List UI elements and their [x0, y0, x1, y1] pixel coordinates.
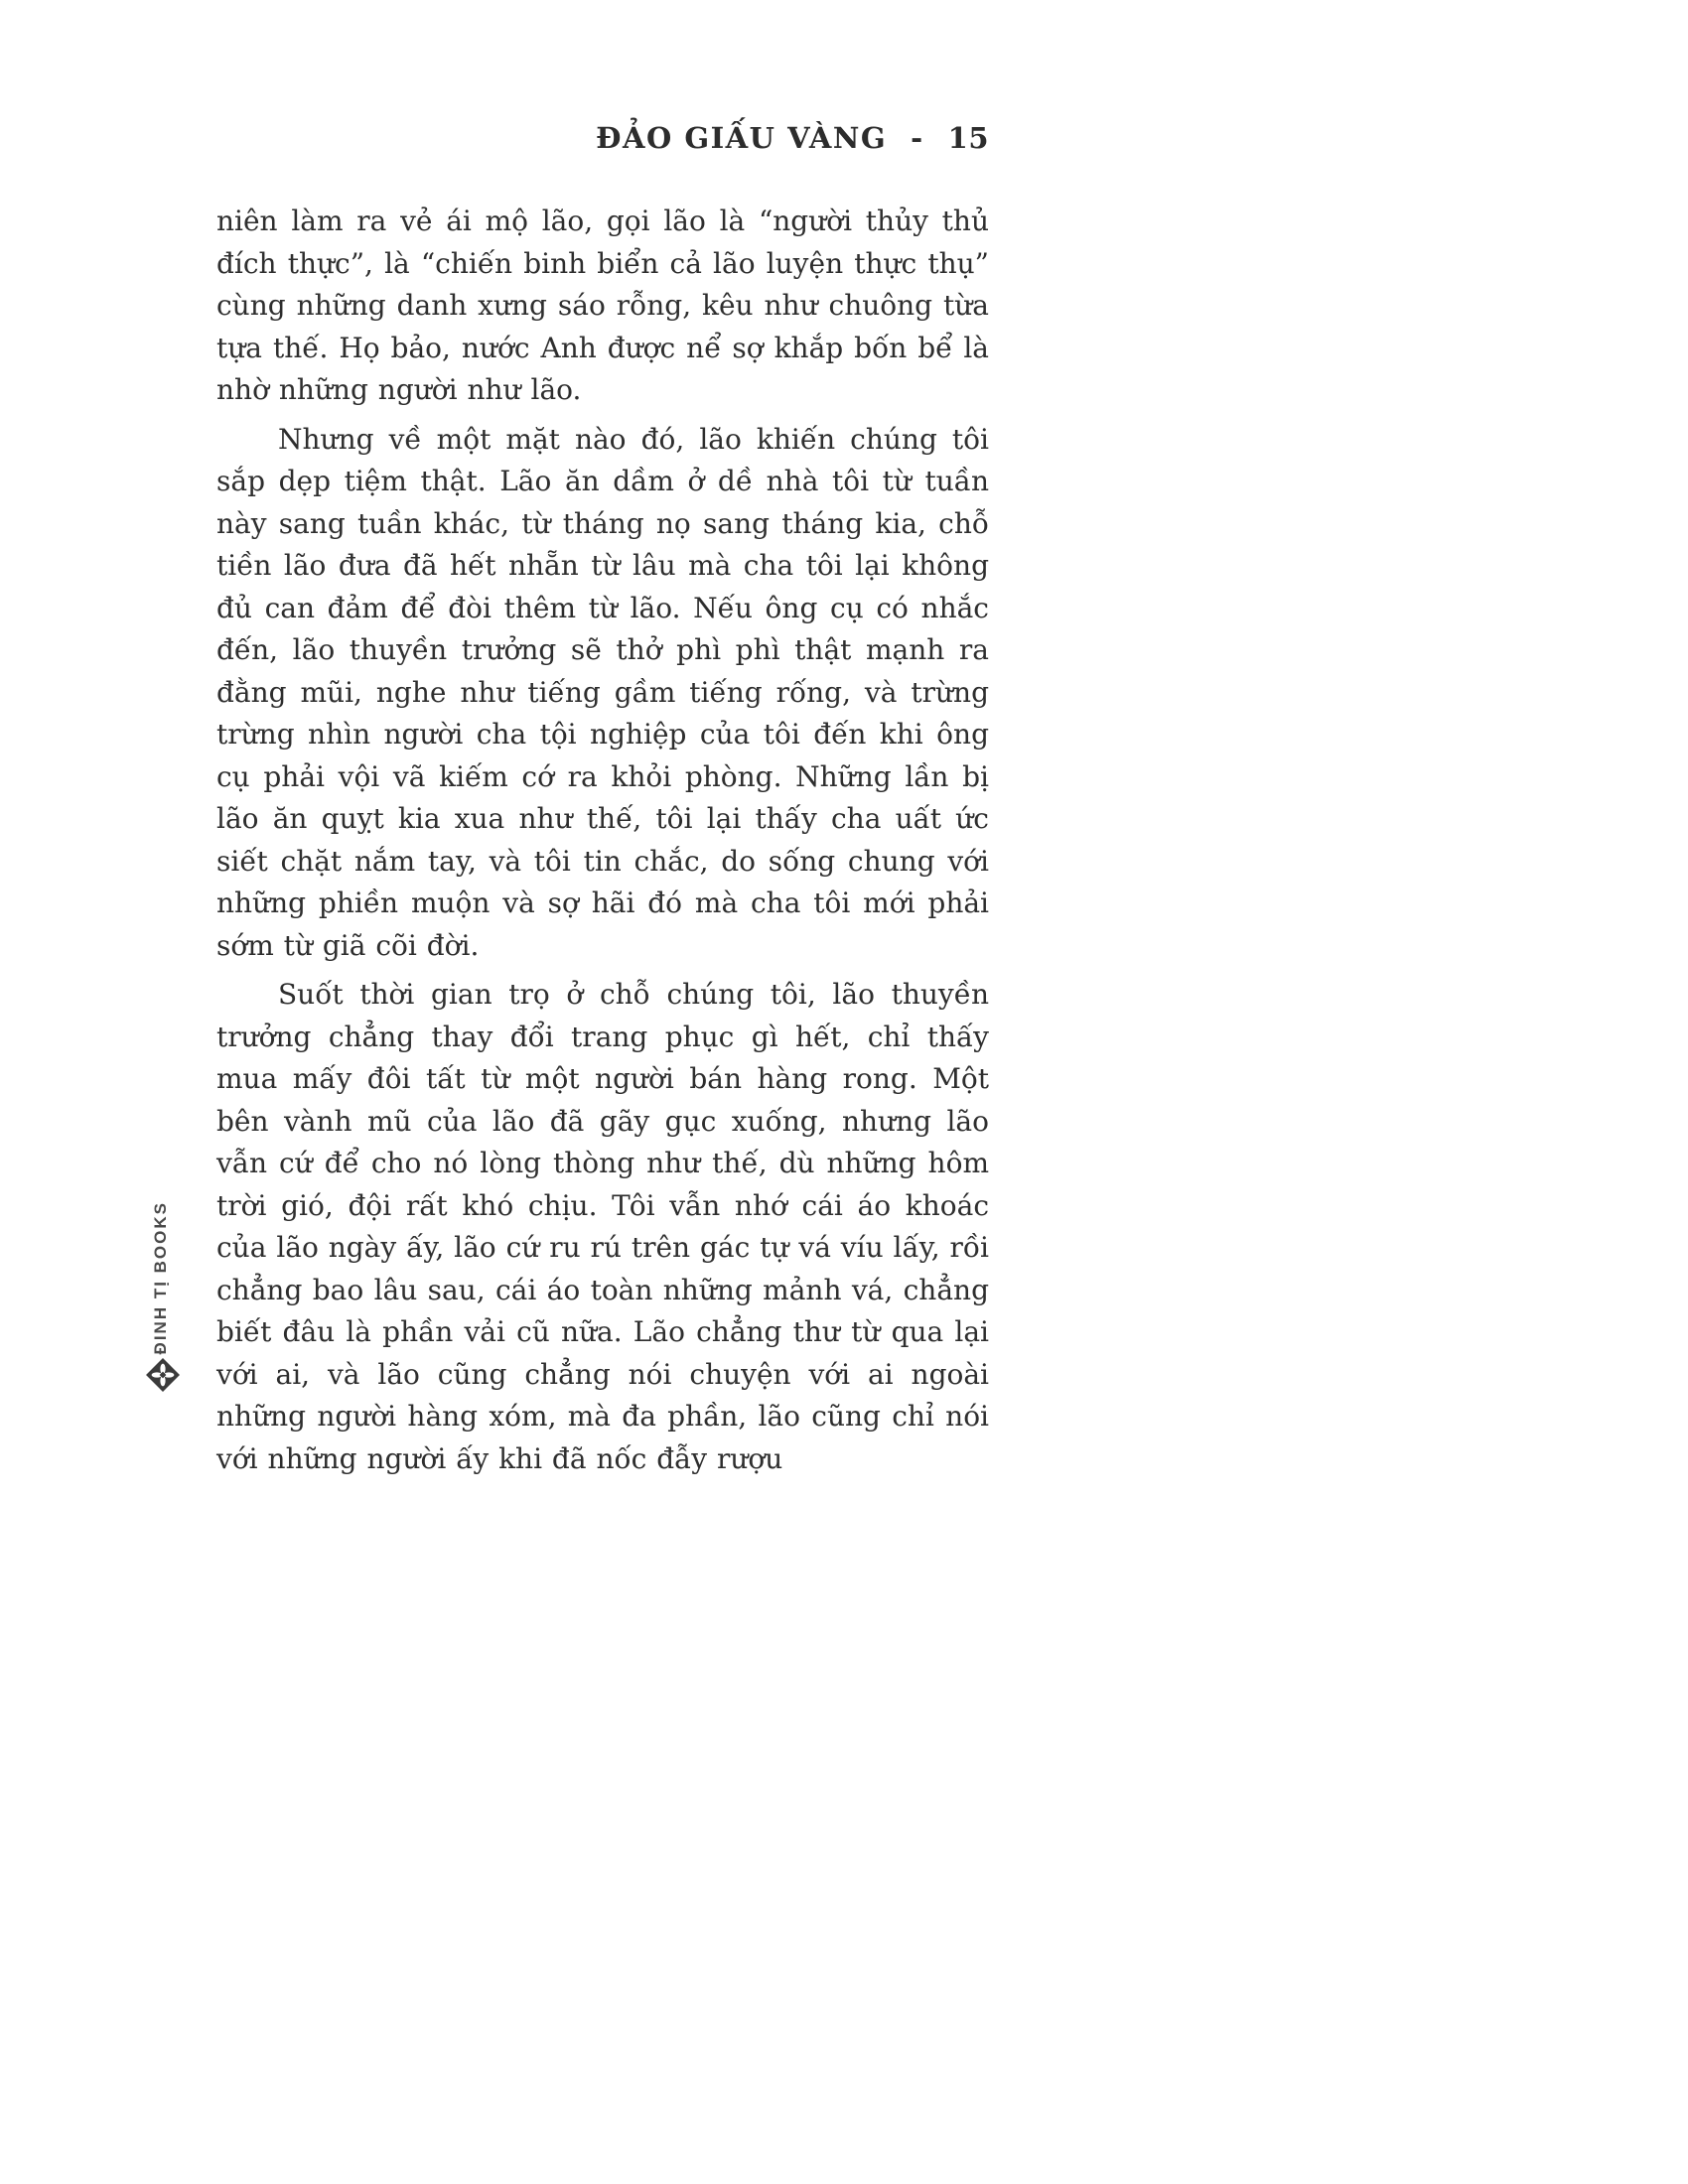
paragraph: niên làm ra vẻ ái mộ lão, gọi lão là “người thủy thủ đích thực”, là “chiến binh biển cả lão luyện thực thụ” cùng những danh xưng sáo rỗng, kêu như chuông từa tựa thế. Họ bảo, nước Anh được nể sợ khắp bốn bể là nhờ những người như lão.: [216, 205, 989, 406]
body-text: [216, 201, 989, 1480]
running-header: [216, 121, 989, 155]
paragraph: Nhưng về một mặt nào đó, lão khiến chúng tôi sắp dẹp tiệm thật. Lão ăn dầm ở dề nhà tôi từ tuần này sang tuần khác, từ tháng nọ sang tháng kia, chỗ tiền lão đưa đã hết nhẵn từ lâu mà cha tôi lại không đủ can đảm để đòi thêm từ lão. Nếu ông cụ có nhắc đến, lão thuyền trưởng sẽ thở phì phì thật mạnh ra đằng mũi, nghe như tiếng gầm tiếng rống, và trừng trừng nhìn người cha tội nghiệp của tôi đến khi ông cụ phải vội vã kiếm cớ ra khỏi phòng. Những lần bị lão ăn quỵt kia xua như thế, tôi lại thấy cha uất ức siết chặt nắm tay, và tôi tin chắc, do sống chung với những phiền muộn và sợ hãi đó mà cha tôi mới phải sớm từ giã cõi đời.: [216, 422, 989, 962]
publisher-spine: [139, 1200, 183, 1355]
text-column: [216, 121, 989, 1487]
book-title: ĐẢO GIẤU VÀNG: [596, 121, 888, 155]
page-number: 15: [947, 121, 989, 155]
paragraph: Suốt thời gian trọ ở chỗ chúng tôi, lão thuyền trưởng chẳng thay đổi trang phục gì hết, chỉ thấy mua mấy đôi tất từ một người bán hàng rong. Một bên vành mũ của lão đã gãy gục xuống, nhưng lão vẫn cứ để cho nó lòng thòng như thế, dù những hôm trời gió, đội rất khó chịu. Tôi vẫn nhớ cái áo khoác của lão ngày ấy, lão cứ ru rú trên gác tự vá víu lấy, rồi chẳng bao lâu sau, cái áo toàn những mảnh vá, chẳng biết đâu là phần vải cũ nữa. Lão chẳng thư từ qua lại với ai, và lão cũng chẳng nói chuyện với ai ngoài những người hàng xóm, mà đa phần, lão cũng chỉ nói với những người ấy khi đã nốc đẫy rượu: [216, 978, 989, 1475]
dinh-ti-diamond-logo-icon: [144, 1356, 182, 1394]
header-separator: -: [911, 121, 924, 155]
publisher-label: ĐINH TỊ BOOKS: [151, 1200, 170, 1355]
